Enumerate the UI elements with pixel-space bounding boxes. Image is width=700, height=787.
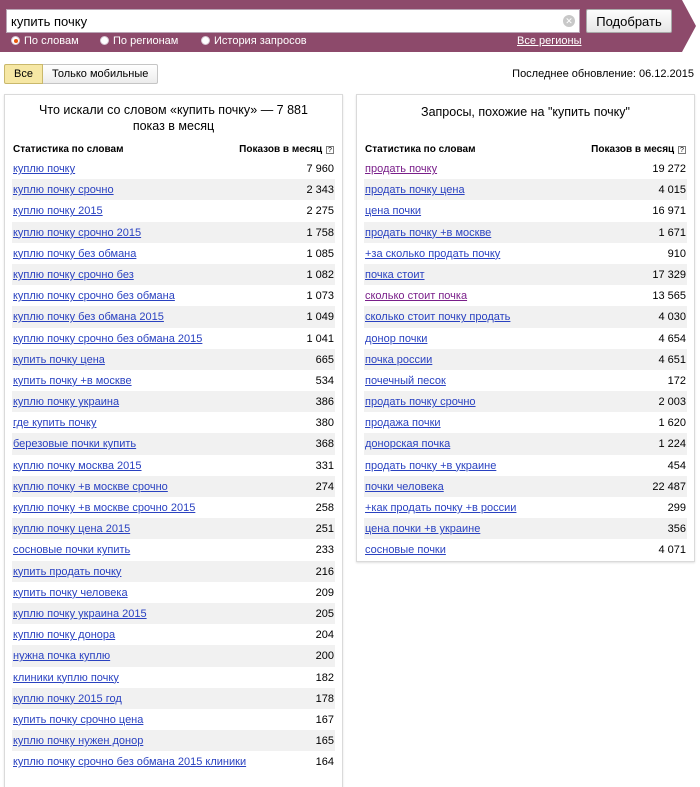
table-row — [12, 433, 335, 454]
keyword-link[interactable]: донор почки — [365, 332, 428, 345]
right-panel-title: Запросы, похожие на "купить почку" — [421, 105, 630, 119]
table-row — [12, 561, 335, 582]
table-row — [12, 730, 335, 751]
table-row — [364, 433, 687, 454]
table-row — [364, 412, 687, 433]
impressions-count: 1 041 — [306, 332, 334, 345]
col-count-header — [591, 144, 686, 155]
impressions-count: 172 — [667, 374, 686, 387]
table-row — [12, 667, 335, 688]
keyword-link[interactable]: купить продать почку — [13, 565, 122, 578]
keyword-link[interactable]: почки человека — [365, 480, 444, 493]
keyword-link[interactable]: куплю почку донора — [13, 629, 116, 642]
mode-by-words[interactable] — [11, 35, 79, 47]
left-panel-title: Что искали со словом «купить почку» — 7 881 показ в месяц — [39, 103, 308, 133]
keyword-link[interactable]: куплю почку срочно без — [13, 268, 134, 281]
impressions-count: 13 565 — [652, 290, 686, 303]
table-row — [364, 158, 687, 179]
right-panel — [356, 94, 695, 562]
radio-icon[interactable] — [201, 36, 210, 45]
keyword-link[interactable]: куплю почку — [13, 163, 76, 175]
filter-all-button[interactable]: Все — [4, 64, 43, 84]
filter-mobile-button[interactable]: Только мобильные — [43, 64, 158, 84]
impressions-count: 216 — [315, 565, 334, 578]
keyword-link[interactable]: сосновые почки купить — [13, 544, 131, 557]
col-count-header — [239, 144, 334, 155]
last-update: Последнее обновление: 06.12.2015 — [512, 68, 694, 80]
table-row — [12, 158, 335, 179]
keyword-link[interactable]: куплю почку срочно без обмана 2015 клиники — [13, 756, 247, 769]
right-table — [364, 158, 687, 561]
impressions-count: 182 — [315, 671, 334, 684]
impressions-count: 331 — [315, 459, 334, 472]
impressions-count: 233 — [315, 544, 334, 557]
keyword-link[interactable]: купить почку цена — [13, 353, 105, 366]
impressions-count: 165 — [315, 735, 334, 748]
table-row — [364, 306, 687, 327]
keyword-link[interactable]: продать почку +в украине — [365, 459, 497, 472]
table-row — [12, 222, 335, 243]
keyword-link[interactable]: клиники куплю почку — [13, 671, 119, 684]
mode-by-regions-label: По регионам — [113, 35, 179, 47]
keyword-link[interactable]: донорская почка — [365, 438, 451, 451]
impressions-count: 1 073 — [306, 290, 334, 303]
keyword-link[interactable]: куплю почку цена 2015 — [13, 523, 131, 536]
keyword-link[interactable]: сколько стоит почку продать — [365, 311, 511, 324]
impressions-count: 19 272 — [652, 163, 686, 175]
impressions-count: 299 — [667, 502, 686, 514]
table-row — [12, 582, 335, 603]
table-row — [12, 751, 335, 781]
table-row — [12, 391, 335, 412]
left-table — [12, 158, 335, 781]
table-row — [364, 264, 687, 285]
impressions-count: 274 — [315, 480, 334, 493]
impressions-count: 1 671 — [658, 226, 686, 239]
impressions-count: 2 343 — [306, 184, 334, 197]
impressions-count: 534 — [315, 374, 334, 387]
impressions-count: 2 275 — [306, 205, 334, 218]
table-row — [12, 285, 335, 306]
device-filter — [4, 64, 158, 84]
keyword-link[interactable]: куплю почку +в москве срочно — [13, 480, 168, 493]
table-row — [12, 709, 335, 730]
keyword-link[interactable]: почка стоит — [365, 268, 425, 281]
table-row — [364, 391, 687, 412]
impressions-count: 22 487 — [652, 480, 686, 493]
table-row — [12, 412, 335, 433]
table-row — [12, 455, 335, 476]
search-box — [6, 9, 580, 33]
keyword-link[interactable]: нужна почка куплю — [13, 650, 111, 663]
keyword-link[interactable]: куплю почку украина 2015 — [13, 607, 147, 620]
impressions-count: 17 329 — [652, 268, 686, 281]
impressions-count: 178 — [315, 692, 334, 705]
table-row — [12, 645, 335, 666]
impressions-count: 4 030 — [658, 311, 686, 324]
impressions-count: 1 082 — [306, 268, 334, 281]
table-row — [12, 264, 335, 285]
submit-button[interactable]: Подобрать — [586, 9, 672, 33]
right-table-header — [364, 140, 687, 158]
impressions-count: 1 620 — [658, 417, 686, 430]
keyword-link[interactable]: куплю почку нужен донор — [13, 735, 144, 748]
keyword-link[interactable]: куплю почку без обмана 2015 — [13, 311, 164, 324]
impressions-count: 665 — [315, 353, 334, 366]
impressions-count: 1 758 — [306, 226, 334, 239]
impressions-count: 200 — [315, 650, 334, 663]
keyword-link[interactable]: куплю почку +в москве срочно 2015 — [13, 502, 196, 514]
impressions-count: 164 — [315, 756, 334, 769]
impressions-count: 1 224 — [658, 438, 686, 451]
impressions-count: 356 — [667, 523, 686, 536]
table-row — [364, 179, 687, 200]
clear-icon[interactable]: ✕ — [563, 15, 575, 27]
impressions-count: 454 — [667, 459, 686, 472]
impressions-count: 368 — [315, 438, 334, 451]
table-row — [364, 455, 687, 476]
table-row — [364, 328, 687, 349]
keyword-link[interactable]: продать почку срочно — [365, 396, 476, 409]
impressions-count: 1 085 — [306, 247, 334, 260]
keyword-link[interactable]: продать почку цена — [365, 184, 465, 197]
impressions-count: 4 071 — [658, 544, 686, 557]
table-row — [364, 200, 687, 221]
keyword-link[interactable]: продать почку — [365, 163, 438, 175]
keyword-link[interactable]: +за сколько продать почку — [365, 247, 501, 260]
keyword-link[interactable]: +как продать почку +в россии — [365, 502, 517, 514]
keyword-link[interactable]: купить почку срочно цена — [13, 713, 144, 726]
impressions-count: 167 — [315, 713, 334, 726]
all-regions-link[interactable]: Все регионы — [517, 35, 582, 47]
keyword-link[interactable]: почечный песок — [365, 374, 446, 387]
table-row — [364, 370, 687, 391]
table-row — [364, 539, 687, 560]
keyword-link[interactable]: куплю почку срочно без обмана — [13, 290, 175, 303]
impressions-count: 204 — [315, 629, 334, 642]
keyword-link[interactable]: где купить почку — [13, 417, 97, 430]
help-icon[interactable]: ? — [326, 146, 334, 154]
keyword-link[interactable]: почка россии — [365, 353, 433, 366]
impressions-count: 7 960 — [306, 163, 334, 175]
col-count-label: Показов в месяц — [591, 144, 675, 155]
table-row — [364, 349, 687, 370]
impressions-count: 205 — [315, 607, 334, 620]
impressions-count: 16 971 — [652, 205, 686, 218]
keyword-link[interactable]: куплю почку москва 2015 — [13, 459, 142, 472]
impressions-count: 4 651 — [658, 353, 686, 366]
table-row — [12, 349, 335, 370]
impressions-count: 1 049 — [306, 311, 334, 324]
search-header — [0, 0, 700, 52]
left-panel — [4, 94, 343, 787]
impressions-count: 910 — [667, 247, 686, 260]
impressions-count: 4 015 — [658, 184, 686, 197]
keyword-link[interactable]: березовые почки купить — [13, 438, 137, 451]
mode-by-regions[interactable] — [100, 35, 178, 47]
table-row — [12, 476, 335, 497]
col-count-label: Показов в месяц — [239, 144, 323, 155]
table-row — [364, 222, 687, 243]
table-row — [12, 179, 335, 200]
table-row — [12, 624, 335, 645]
table-row — [364, 285, 687, 306]
table-row — [364, 497, 687, 518]
keyword-link[interactable]: куплю почку без обмана — [13, 247, 137, 260]
table-row — [12, 497, 335, 518]
keyword-link[interactable]: продажа почки — [365, 417, 441, 430]
radio-selected-icon[interactable] — [11, 36, 20, 45]
mode-by-words-label: По словам — [24, 35, 79, 47]
keyword-link[interactable]: цена почки +в украине — [365, 523, 481, 536]
impressions-count: 209 — [315, 586, 334, 599]
table-row — [12, 243, 335, 264]
impressions-count: 4 654 — [658, 332, 686, 345]
keyword-link[interactable]: сосновые почки — [365, 544, 446, 557]
table-row — [12, 603, 335, 624]
keyword-link[interactable]: куплю почку 2015 — [13, 205, 103, 218]
table-row — [12, 200, 335, 221]
help-icon[interactable]: ? — [678, 146, 686, 154]
table-row — [12, 370, 335, 391]
radio-icon[interactable] — [100, 36, 109, 45]
impressions-count: 386 — [315, 396, 334, 409]
keyword-link[interactable]: купить почку человека — [13, 586, 128, 599]
keyword-link[interactable]: куплю почку срочно 2015 — [13, 226, 142, 239]
table-row — [364, 476, 687, 497]
left-table-header — [12, 140, 335, 158]
impressions-count: 251 — [315, 523, 334, 536]
keyword-link[interactable]: продать почку +в москве — [365, 226, 492, 239]
table-row — [12, 539, 335, 560]
search-input[interactable] — [11, 12, 551, 30]
impressions-count: 258 — [315, 502, 334, 514]
table-row — [364, 243, 687, 264]
keyword-link[interactable]: сколько стоит почка — [365, 290, 468, 303]
keyword-link[interactable]: куплю почку срочно без обмана 2015 — [13, 332, 203, 345]
impressions-count: 380 — [315, 417, 334, 430]
mode-history-label: История запросов — [214, 35, 307, 47]
table-row — [12, 306, 335, 327]
impressions-count: 2 003 — [658, 396, 686, 409]
keyword-link[interactable]: куплю почку срочно — [13, 184, 114, 197]
mode-history[interactable] — [201, 35, 307, 47]
keyword-link[interactable]: куплю почку 2015 год — [13, 692, 122, 705]
table-row — [364, 518, 687, 539]
keyword-link[interactable]: купить почку +в москве — [13, 374, 132, 387]
col-keyword-header: Статистика по словам — [13, 144, 124, 155]
keyword-link[interactable]: куплю почку украина — [13, 396, 120, 409]
col-keyword-header: Статистика по словам — [365, 144, 476, 155]
table-row — [12, 328, 335, 349]
table-row — [12, 518, 335, 539]
table-row — [12, 688, 335, 709]
keyword-link[interactable]: цена почки — [365, 205, 422, 218]
